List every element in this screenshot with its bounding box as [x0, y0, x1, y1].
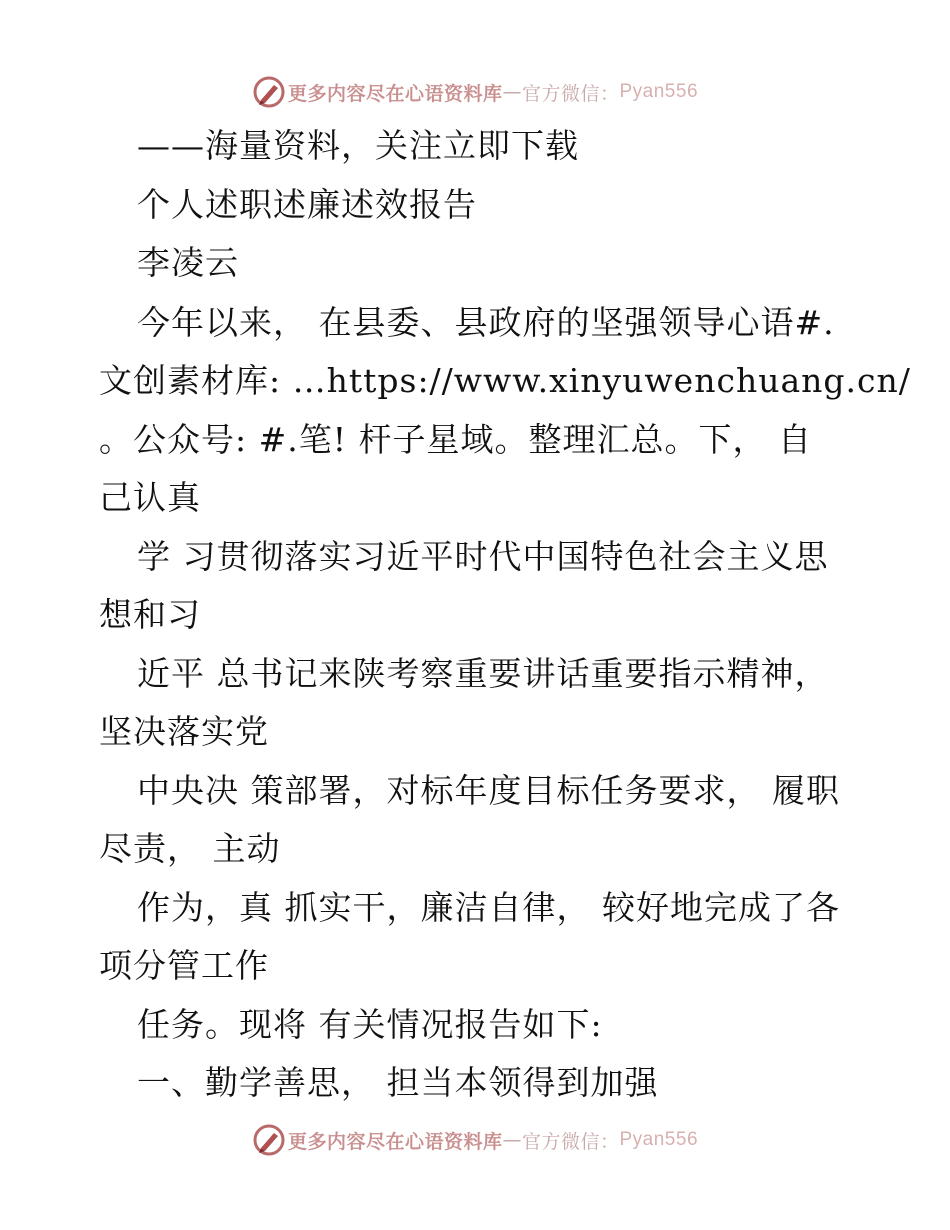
- doc-line: 想和习: [99, 595, 201, 634]
- watermark-separator: —: [502, 1129, 522, 1151]
- watermark-site-text: 更多内容尽在心语资料库: [287, 1130, 503, 1153]
- watermark-separator: —: [502, 81, 522, 103]
- doc-line: 今年以来， 在县委、县政府的坚强领导心语#.: [137, 303, 835, 342]
- doc-line: 中央决 策部署，对标年度目标任务要求， 履职: [137, 771, 840, 810]
- doc-line: 尽责， 主动: [99, 829, 281, 868]
- doc-line: 。公众号: #.笔! 杆子星域。整理汇总。下， 自: [99, 420, 812, 459]
- doc-line: 学 习贯彻落实习近平时代中国特色社会主义思: [137, 537, 829, 576]
- doc-author: 李凌云: [137, 243, 239, 282]
- watermark-official-label: 官方微信：: [521, 1130, 620, 1153]
- doc-line: 作为，真 抓实干，廉洁自律， 较好地完成了各: [137, 888, 840, 927]
- pen-logo-icon: [252, 1123, 286, 1157]
- doc-line: 文创素材库: …https://www.xinyuwenchuang.cn/: [99, 361, 911, 400]
- watermark-official-label: 官方微信：: [521, 82, 620, 105]
- doc-line: 近平 总书记来陕考察重要讲话重要指示精神，: [137, 654, 829, 693]
- watermark-site-text: 更多内容尽在心语资料库: [287, 82, 503, 105]
- doc-line: 任务。现将 有关情况报告如下:: [137, 1005, 603, 1044]
- watermark-wechat-id: Pyan556: [619, 1129, 699, 1150]
- watermark-banner-top: [0, 72, 950, 112]
- doc-section-heading: 一、勤学善思， 担当本领得到加强: [137, 1063, 659, 1102]
- watermark-wechat-id: Pyan556: [619, 81, 699, 102]
- doc-line: 坚决落实党: [99, 712, 269, 751]
- doc-title: 个人述职述廉述效报告: [137, 185, 477, 224]
- doc-line: ——海量资料，关注立即下载: [137, 126, 579, 165]
- doc-line: 项分管工作: [99, 946, 269, 985]
- doc-line: 己认真: [99, 478, 201, 517]
- pen-logo-icon: [252, 75, 286, 109]
- watermark-banner-bottom: [0, 1120, 950, 1160]
